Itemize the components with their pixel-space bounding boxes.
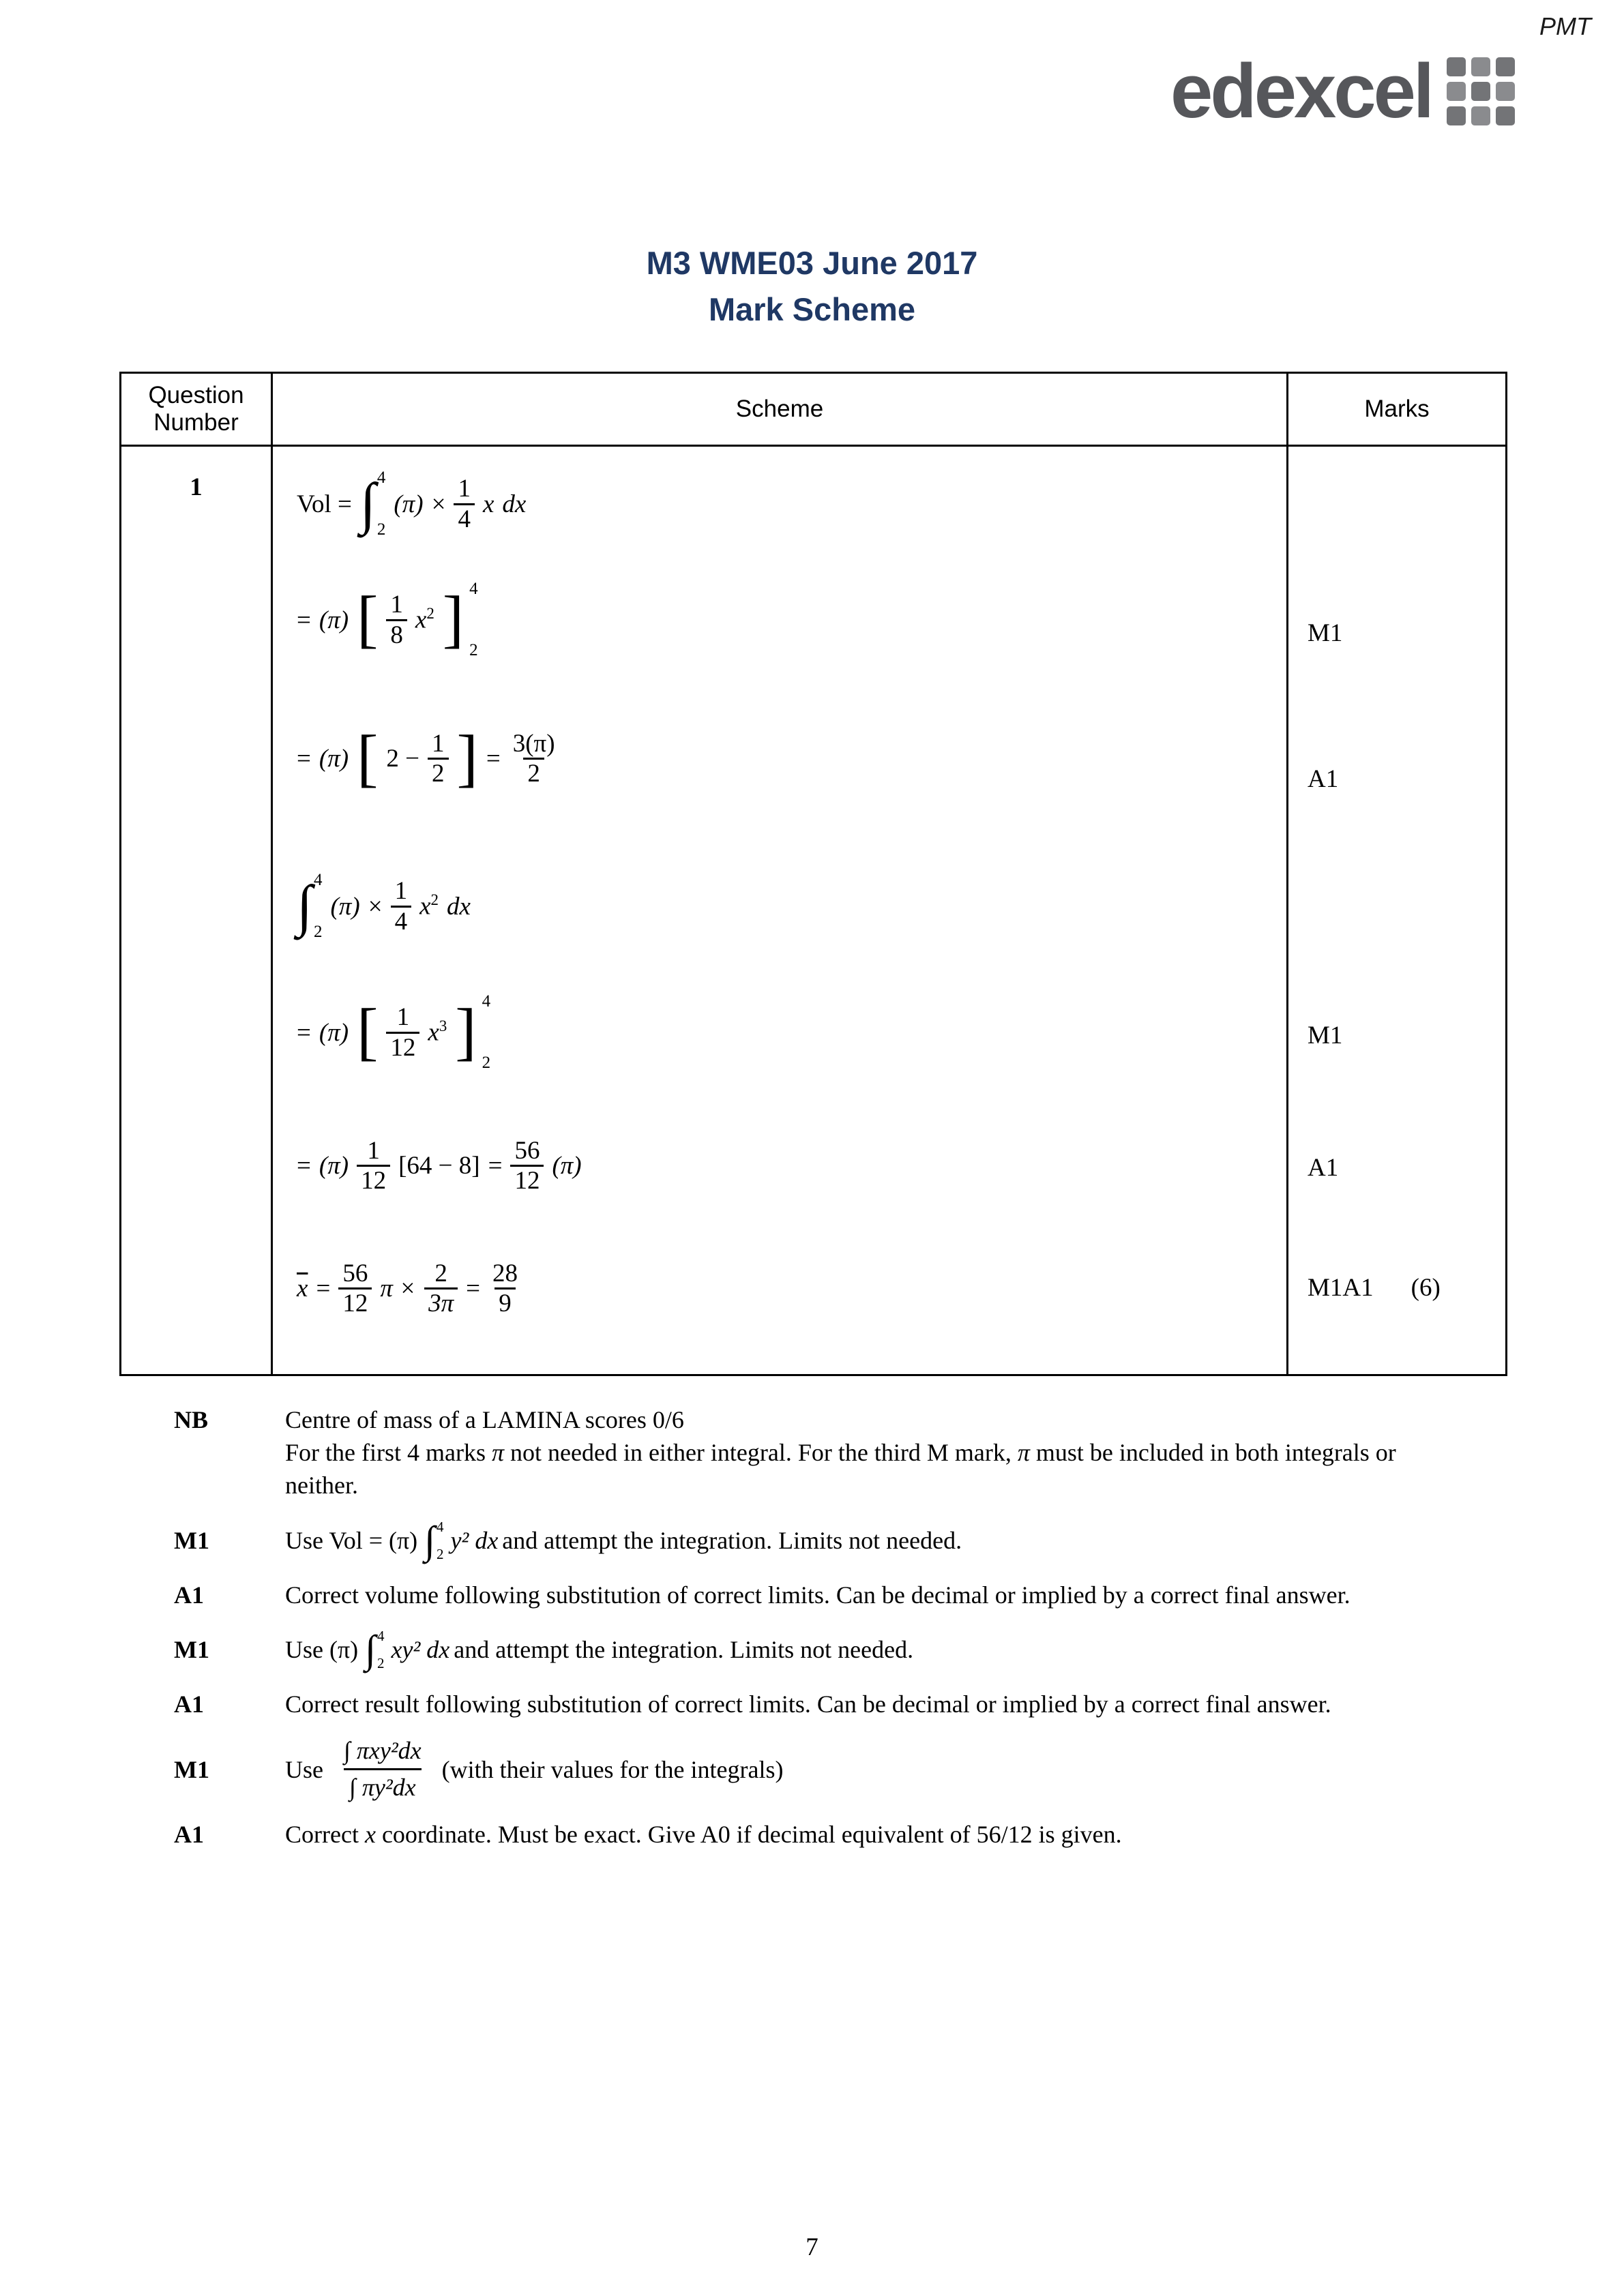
pi-term: (π) [319,1018,349,1047]
inner-term: 2 − [386,745,419,773]
logo-dot [1496,57,1515,76]
title-line-2: Mark Scheme [708,291,916,328]
note-body-m1-third: Use $\frac{\text{∫ πxy²dx}}{\text{∫ πy²dx}}$ (with their values for the integrals) [285,1735,1460,1803]
times-sign: × [431,490,446,518]
dx-term: dx [502,490,527,518]
integral-limits: 4 2 [377,1627,385,1671]
equals-sign: = [488,1152,503,1180]
integral-limits: 4 2 [437,1518,444,1562]
note-a1-third [174,1818,1460,1851]
mark-m1-second: M1 [1308,1022,1343,1049]
logo-dot [1471,57,1490,76]
logo-dot [1496,82,1515,101]
bracketed-difference: [64 − 8] [398,1152,480,1180]
x-squared: $x^2$ [415,605,434,634]
equals-sign: = [486,745,501,773]
pi-times: π × [380,1274,417,1303]
question-number: 1 [190,473,203,501]
header-scheme: Scheme [273,374,1288,445]
mark-final-row [1308,1273,1441,1302]
mark-m1a1: M1A1 [1308,1274,1374,1302]
fraction: $\frac{1}{4}$ [454,475,475,533]
fraction: $\frac{3(\pi)}{2}$ [512,730,555,788]
document-title [0,240,1624,333]
integral-sign: ∫ 4 2 [365,1626,384,1673]
equals-sign: = [297,606,311,634]
logo-dot [1471,82,1490,101]
note-body-a1-third: Correct x coordinate. Must be exact. Give A0 if decimal equivalent of 56/12 is given. [285,1821,1122,1849]
scheme-line-7 [297,1259,522,1318]
fraction: $\frac{1}{2}$ [428,730,449,788]
logo-dot [1447,82,1466,101]
note-label-a1: A1 [174,1581,204,1609]
note-m1-first [174,1517,1460,1564]
vol-equals: Vol = [297,490,352,518]
mark-a1-second: A1 [1308,1154,1339,1182]
note-label-nb: NB [174,1406,209,1433]
fraction: $\frac{28}{9}$ [492,1259,518,1318]
nb-line-1: Centre of mass of a LAMINA scores 0/6 [285,1406,684,1433]
scheme-line-6 [297,1137,582,1195]
variable-x: x [364,1821,376,1849]
header-question-number: Question Number [121,374,273,445]
equals-sign: = [466,1274,480,1303]
edexcel-dots-icon [1447,57,1515,125]
fraction: $\frac{1}{8}$ [386,591,407,649]
header-marks: Marks [1364,396,1430,422]
left-bracket: [ [357,996,379,1068]
note-a1-first [174,1579,1460,1611]
question-number-cell [121,447,273,1374]
dx-term: dx [446,892,471,921]
x-squared: $x^2$ [419,891,439,921]
logo-dot [1471,106,1490,125]
scheme-line-5 [297,992,490,1073]
equals-sign: = [297,745,311,773]
note-label-a1: A1 [174,1821,204,1849]
pi-term: (π) [319,1152,349,1180]
fraction: $\frac{56}{12}$ [510,1137,544,1195]
note-body-a1-first: Correct volume following substitution of correct limits. Can be decimal or implied by a correct final answer. [285,1581,1350,1609]
marks-cell [1288,447,1505,1374]
nb-line-2: For the first 4 marks π not needed in either integral. For the third M mark, π must be included in both integrals or neither. [285,1439,1396,1500]
integral-sign: ∫ 4 2 [297,871,323,941]
right-bracket: ] [455,996,477,1068]
scheme-line-4 [297,871,471,942]
mark-scheme-table [119,372,1507,1376]
fraction: $\frac{1}{12}$ [386,1003,419,1062]
mark-m1-first: M1 [1308,619,1343,647]
logo-dot [1447,57,1466,76]
x-cubed: $x^3$ [428,1017,447,1047]
pi-term: (π) [319,745,349,773]
right-bracket: ] [456,723,478,794]
pi-term: (π) [319,606,349,634]
bracket-limits: 4 2 [469,580,478,659]
pi-term: (π) [552,1152,582,1180]
left-bracket: [ [357,584,379,655]
scheme-cell [273,447,1288,1374]
pi-symbol: π [1017,1439,1030,1467]
pi-term: (π) [394,490,424,518]
note-label-a1: A1 [174,1690,204,1718]
note-body-a1-second: Correct result following substitution of correct limits. Can be decimal or implied by a correct final answer. [285,1690,1331,1718]
scheme-line-3 [297,723,559,794]
page-number: 7 [806,2233,818,2261]
notes-section [174,1403,1460,1866]
right-bracket: ] [442,584,464,655]
bracket-limits: 4 2 [482,992,491,1072]
variable-x: x [482,490,494,518]
pmt-label: PMT [1539,12,1591,40]
integral-sign: ∫ 4 2 [359,468,386,539]
table-body-row [121,447,1505,1374]
times-sign: × [368,892,383,921]
integral-limits: 4 2 [314,871,323,941]
integrand: xy² dx [391,1635,450,1663]
note-body-nb [285,1403,1460,1502]
title-line-1: M3 WME03 June 2017 [646,245,978,281]
pi-term: (π) [330,892,360,921]
note-label-m1: M1 [174,1635,209,1663]
note-label-m1: M1 [174,1526,209,1554]
integral-ratio-fraction: $\frac{\text{∫ πxy²dx}}{\text{∫ πy²dx}}$ [338,1735,427,1803]
note-m1-third [174,1735,1460,1803]
pi-symbol: π [491,1439,505,1467]
fraction: $\frac{2}{3\pi}$ [424,1259,458,1318]
equals-sign: = [297,1152,311,1180]
integral-sign: ∫ 4 2 [424,1517,443,1564]
mark-total: (6) [1411,1274,1441,1302]
note-m1-second [174,1626,1460,1673]
scheme-line-1 [297,468,526,539]
logo-dot [1496,106,1515,125]
logo-dot [1447,106,1466,125]
note-body-m1-first: Use Vol = (π) ∫ 4 2 y² dx and attempt the integration. Limits not needed. [285,1517,1460,1564]
note-body-m1-second: Use (π) ∫ 4 2 xy² dx and attempt the integration. Limits not needed. [285,1626,1460,1673]
note-label-m1: M1 [174,1755,209,1783]
note-nb [174,1403,1460,1502]
equals-sign: = [316,1274,331,1303]
integrand: y² dx [450,1526,499,1554]
fraction: $\frac{1}{12}$ [357,1137,390,1195]
equals-sign: = [297,1018,311,1047]
table-header-row [121,374,1505,447]
edexcel-logo-text: edexcel [1170,48,1432,134]
edexcel-logo [1170,48,1515,134]
left-bracket: [ [357,723,379,794]
mark-a1-first: A1 [1308,765,1339,793]
integral-limits: 4 2 [377,468,386,539]
x-bar: $\overline{x}$ [297,1274,308,1303]
fraction: $\frac{56}{12}$ [338,1259,372,1318]
note-a1-second [174,1688,1460,1720]
fraction: $\frac{1}{4}$ [391,877,412,936]
scheme-line-2 [297,580,478,660]
